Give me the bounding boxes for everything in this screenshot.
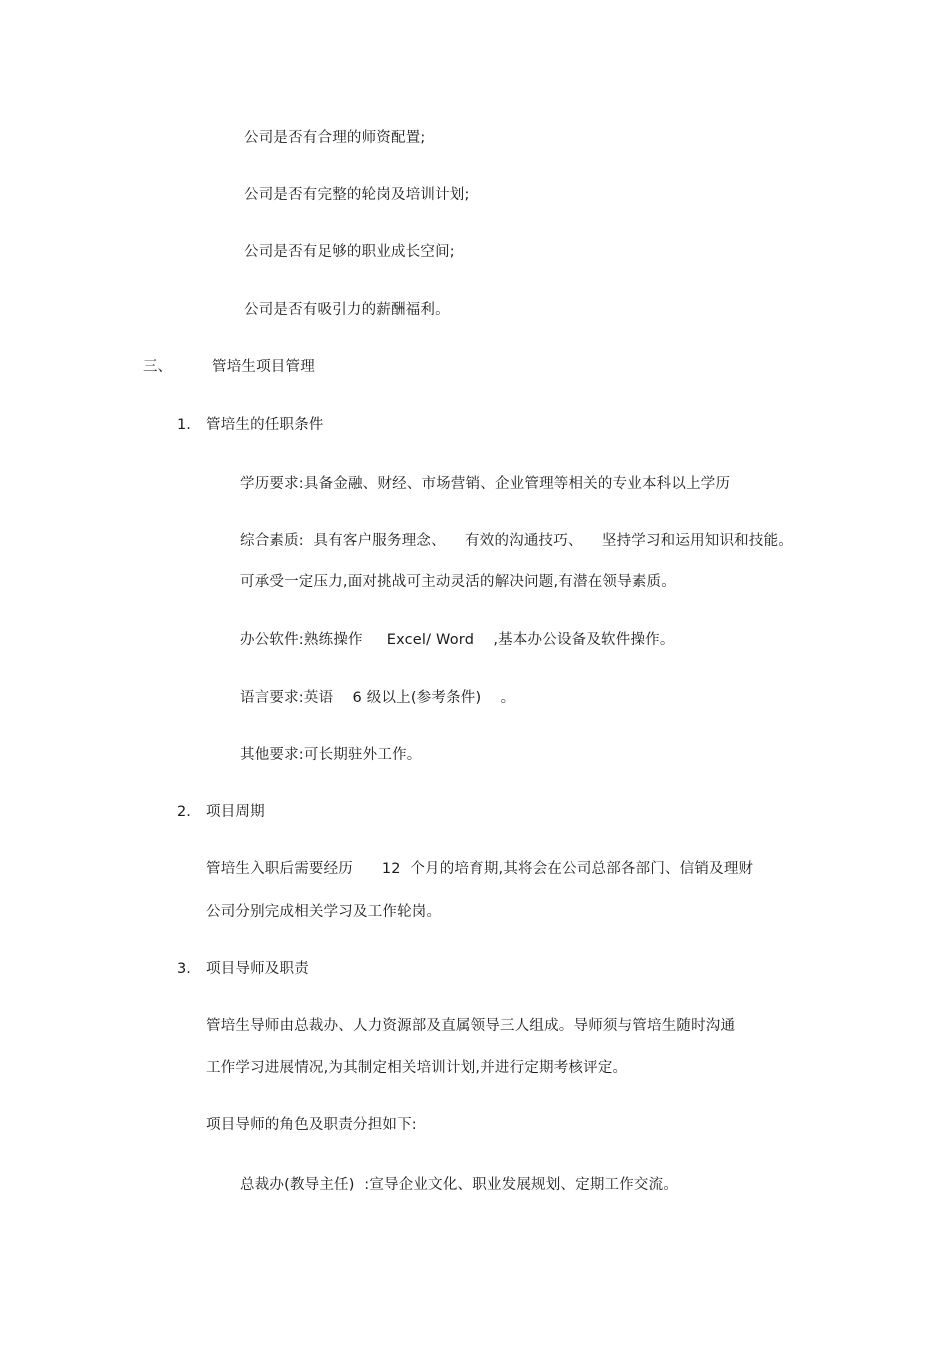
- education-requirement: 学历要求:具备金融、财经、市场营销、企业管理等相关的专业本科以上学历: [240, 476, 731, 492]
- checklist-item: 公司是否有合理的师资配置;: [244, 130, 426, 146]
- quality-requirement-cont: 可承受一定压力,面对挑战可主动灵活的解决问题,有潜在领导素质。: [240, 574, 676, 590]
- other-requirement: 其他要求:可长期驻外工作。: [240, 747, 422, 763]
- cycle-paragraph-cont: 公司分别完成相关学习及工作轮岗。: [206, 904, 442, 920]
- item-number: 1.: [177, 417, 191, 433]
- checklist-item: 公司是否有足够的职业成长空间;: [244, 244, 455, 260]
- item-number: 3.: [177, 961, 191, 977]
- quality-requirement: 综合素质: 具有客户服务理念、 有效的沟通技巧、 坚持学习和运用知识和技能。: [240, 533, 793, 549]
- checklist-item: 公司是否有完整的轮岗及培训计划;: [244, 187, 470, 203]
- checklist-item: 公司是否有吸引力的薪酬福利。: [244, 302, 450, 318]
- mentor-roles-intro: 项目导师的角色及职责分担如下:: [206, 1117, 417, 1133]
- language-requirement: 语言要求:英语 6 级以上(参考条件) 。: [240, 690, 516, 706]
- item-title: 管培生的任职条件: [206, 417, 324, 433]
- mentor-paragraph: 管培生导师由总裁办、人力资源部及直属领导三人组成。导师须与管培生随时沟通: [206, 1018, 736, 1034]
- item-title: 项目导师及职责: [206, 961, 309, 977]
- section-number: 三、: [143, 359, 172, 375]
- cycle-paragraph: 管培生入职后需要经历 12 个月的培育期,其将会在公司总部各部门、信销及理财: [206, 861, 754, 877]
- mentor-paragraph-cont: 工作学习进展情况,为其制定相关培训计划,并进行定期考核评定。: [206, 1060, 628, 1076]
- mentor-role-president: 总裁办(教导主任) :宣导企业文化、职业发展规划、定期工作交流。: [240, 1177, 679, 1193]
- item-number: 2.: [177, 804, 191, 820]
- item-title: 项目周期: [206, 804, 265, 820]
- office-software-requirement: 办公软件:熟练操作 Excel/ Word ,基本办公设备及软件操作。: [240, 632, 675, 648]
- section-title: 管培生项目管理: [212, 359, 315, 375]
